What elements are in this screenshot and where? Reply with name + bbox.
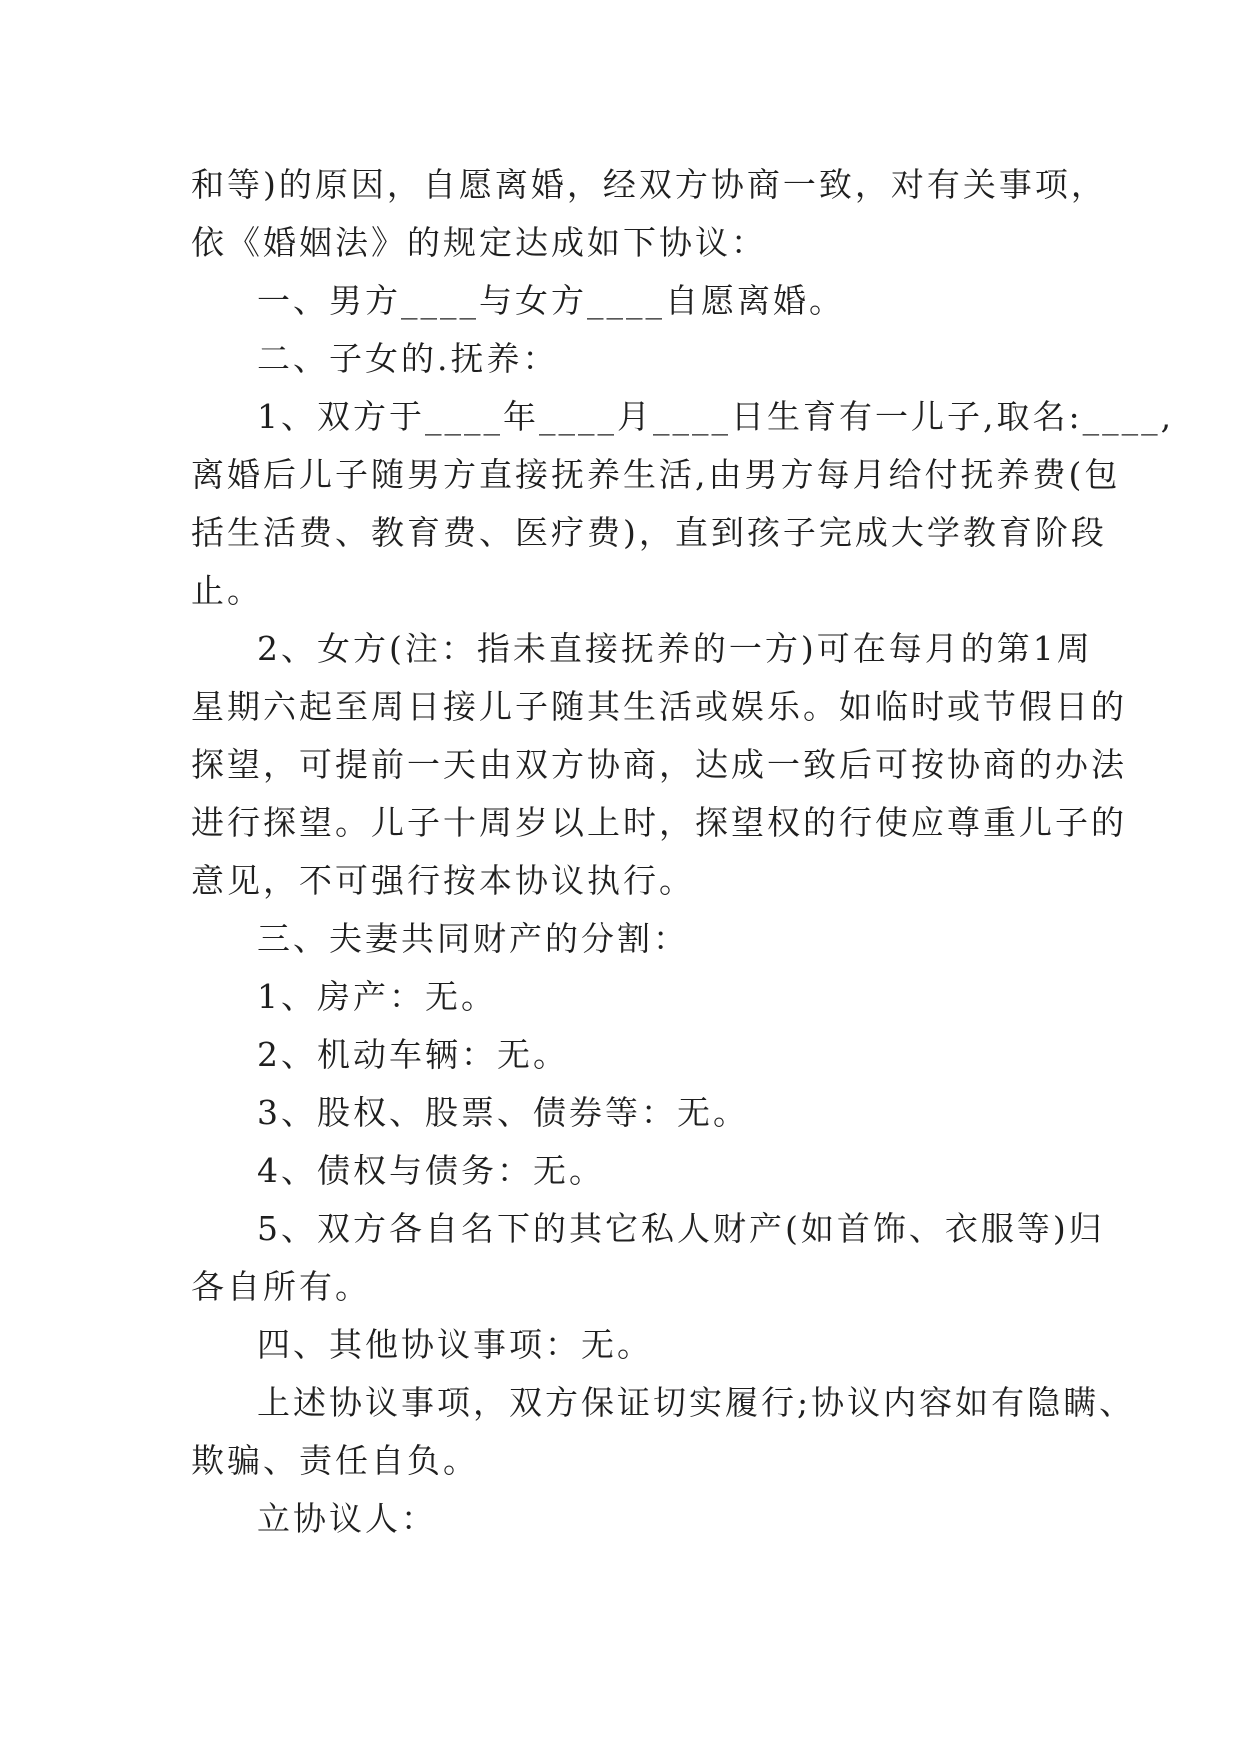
text-line: 上述协议事项，双方保证切实履行;协议内容如有隐瞒、 bbox=[257, 1383, 1136, 1422]
text-line: 1、双方于____年____月____日生育有一儿子,取名:____, bbox=[257, 397, 1175, 436]
text-line: 3、股权、股票、债券等：无。 bbox=[257, 1093, 749, 1132]
text-line: 立协议人： bbox=[257, 1499, 437, 1538]
text-line: 各自所有。 bbox=[191, 1267, 371, 1306]
text-line: 5、双方各自名下的其它私人财产(如首饰、衣服等)归 bbox=[257, 1209, 1105, 1248]
text-line: 2、机动车辆：无。 bbox=[257, 1035, 569, 1074]
text-line: 1、房产：无。 bbox=[257, 977, 497, 1016]
text-line: 进行探望。儿子十周岁以上时，探望权的行使应尊重儿子的 bbox=[191, 803, 1127, 842]
text-line: 止。 bbox=[191, 571, 263, 610]
text-line: 依《婚姻法》的规定达成如下协议： bbox=[191, 223, 767, 262]
text-line: 括生活费、教育费、医疗费)，直到孩子完成大学教育阶段 bbox=[191, 513, 1107, 552]
text-line: 离婚后儿子随男方直接抚养生活,由男方每月给付抚养费(包 bbox=[191, 455, 1121, 494]
text-line: 2、女方(注：指未直接抚养的一方)可在每月的第1周 bbox=[257, 629, 1093, 668]
text-line: 二、子女的.抚养： bbox=[257, 339, 559, 378]
text-line: 四、其他协议事项：无。 bbox=[257, 1325, 653, 1364]
text-line: 星期六起至周日接儿子随其生活或娱乐。如临时或节假日的 bbox=[191, 687, 1127, 726]
text-line: 4、债权与债务：无。 bbox=[257, 1151, 605, 1190]
text-line: 一、男方____与女方____自愿离婚。 bbox=[257, 281, 845, 320]
agreement-text bbox=[191, 156, 1175, 1548]
text-line: 欺骗、责任自负。 bbox=[191, 1441, 479, 1480]
text-line: 和等)的原因，自愿离婚，经双方协商一致，对有关事项， bbox=[191, 165, 1107, 204]
text-line: 意见，不可强行按本协议执行。 bbox=[191, 861, 695, 900]
text-line: 三、夫妻共同财产的分割： bbox=[257, 919, 689, 958]
text-line: 探望，可提前一天由双方协商，达成一致后可按协商的办法 bbox=[191, 745, 1127, 784]
